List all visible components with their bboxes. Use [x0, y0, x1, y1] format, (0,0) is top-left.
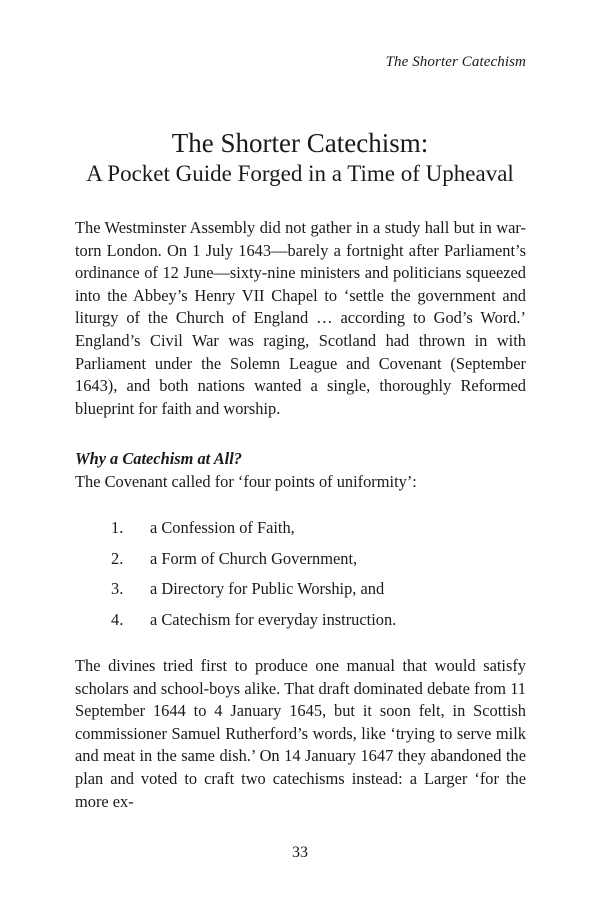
section-intro: The Covenant called for ‘four points of uniformity’: — [75, 472, 417, 491]
list-item-text: a Directory for Public Worship, and — [150, 579, 385, 598]
list-item — [75, 517, 526, 548]
body-paragraph-1: The Westminster Assembly did not gather in a study hall but in war-torn London. On 1 July 1643—barely a fortnight after Parliament’s ordinance of 12 June—sixty-nine ministers and politicians squeezed into the Abbey’s Henry VII Chapel to ‘settle the government and liturgy of the Church of England … according to God’s Word.’ England’s Civil War was raging, Scotland had thrown in with Parliament under the Solemn League and Covenant (September 1643), and both nations wanted a single, thoroughly Reformed blueprint for faith and worship. — [75, 218, 526, 418]
page-number: 33 — [292, 844, 308, 861]
body-paragraph-2: The divines tried first to produce one manual that would satisfy scholars and school-boys alike. That draft dominated debate from 11 September 1644 to 4 January 1645, but it soon felt, in Scottish commissioner Samuel Rutherford’s words, like ‘trying to serve milk and meat in the same dish.’ On 14 January 1647 they abandoned the plan and voted to craft two catechisms instead: a Larger ‘for the more ex- — [75, 656, 526, 811]
uniformity-list — [75, 517, 526, 639]
list-item — [75, 578, 526, 609]
section-heading: Why a Catechism at All? — [75, 449, 242, 468]
list-item — [75, 548, 526, 579]
list-item-number: 1. — [111, 518, 124, 537]
list-item-number: 2. — [111, 548, 124, 568]
running-head: The Shorter Catechism — [385, 54, 526, 70]
chapter-title-block — [60, 127, 540, 189]
list-item-text: a Form of Church Government, — [150, 548, 358, 568]
list-item — [75, 609, 526, 640]
list-item-number: 3. — [111, 579, 124, 598]
chapter-subtitle: A Pocket Guide Forged in a Time of Upheaval — [86, 161, 514, 186]
list-item-number: 4. — [111, 609, 124, 629]
list-item-text: a Confession of Faith, — [150, 518, 295, 537]
chapter-title: The Shorter Catechism: — [171, 128, 429, 158]
list-item-text: a Catechism for everyday instruction. — [150, 609, 397, 629]
